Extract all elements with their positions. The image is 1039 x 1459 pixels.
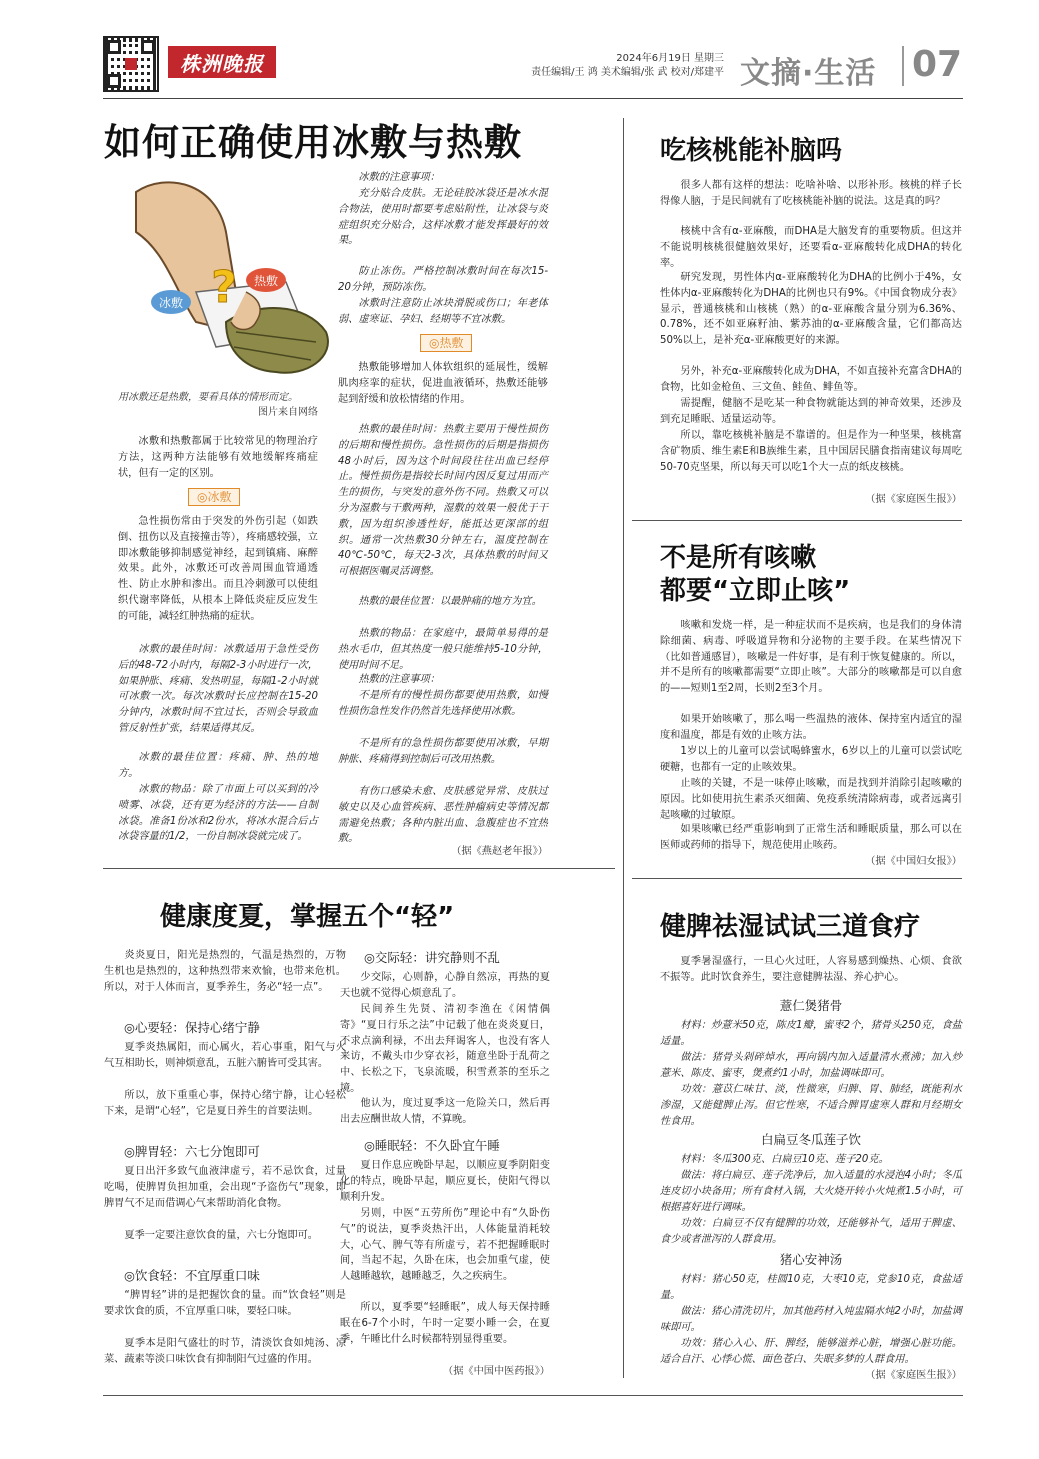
paragraph: 另外，补充α-亚麻酸转化成为DHA，不如直接补充富含DHA的食物，比如金枪鱼、三文鱼、鲑鱼、鲱鱼等。	[660, 366, 962, 393]
section-badge-hot: ◎热敷	[420, 334, 472, 352]
intro-paragraph: 炎炎夏日，阳光是热烈的，气温是热烈的，万物生机也是热烈的，这种热烈带来欢愉，也带来危机。所以，对于人体而言，夏季养生，务必“轻一点”。	[104, 950, 346, 993]
recipe-title: 薏仁煲猪骨	[779, 998, 843, 1013]
paragraph: 夏日作息应晚卧早起，以顺应夏季阴阳变化的特点，晚卧早起，顺应夏长，使阳气得以顺利升发。	[340, 1160, 550, 1203]
paragraph: 热敷的物品：在家庭中，最简单易得的是热水毛巾，但其热度一般只能维持5-10分钟，使用时间不足。	[338, 628, 548, 671]
paragraph: 另则，中医“五劳所伤”理论中有“久卧伤气”的说法，夏季炎热汗出，人体能量消耗较大，心气、脾气等有所虚亏，若不把握睡眠时间，当起不起，久卧在床，也会加重气虚，使人越睡越软，越睡越乏，久之疾病生。	[340, 1208, 550, 1283]
paragraph: 民间养生先贤、清初李渔在《闲情偶寄》“夏日行乐之法”中记载了他在炎炎夏日，不求点滴利禄，不出去拜谒客人，也没有客人来访，不戴头巾少穿衣衫，随意坐卧于乱荷之中、长松之下，飞泉流暖，积雪煮茶的至乐之境。	[340, 1004, 550, 1094]
illustration	[106, 172, 338, 382]
paragraph: 热敷的最佳时间：热敷主要用于慢性损伤的后期和慢性损伤。急性损伤的后期是指损伤48小时后，因为这个时间段往往出血已经停止。慢性损伤是指较长时间内因反复过用而产生的损伤，与突发的意外伤不同。热敷又可以分为湿敷与干敷两种，湿敷的效果一般优于干敷，因为组织渗透性好，能抵达更深部的组织。通常一次热敷30分钟左右，温度控制在40℃-50℃，每天2-3次，具体热敷的时间又可根据医嘱灵活调整。	[338, 424, 548, 578]
article-title	[660, 542, 850, 608]
paragraph: 有伤口感染未愈、皮肤感觉异常、皮肤过敏史以及心血管疾病、恶性肿瘤病史等情况都需避免热敷；各种内脏出血、急腹症也不宜热敷。	[338, 786, 548, 845]
paragraph: 很多人都有这样的想法：吃啥补啥、以形补形。核桃的样子长得像人脑，于是民间就有了吃核桃能补脑的说法。这是真的吗？	[660, 180, 962, 207]
image-caption: 用冰敷还是热敷，要看具体的情形而定。 图片来自网络	[118, 392, 318, 418]
paragraph: 不是所有的慢性损伤都要使用热敷，如慢性损伤急性发作仍然首先选择使用冰敷。	[338, 690, 548, 717]
article-title: 如何正确使用冰敷与热敷	[104, 121, 522, 164]
paragraph: 急性损伤常由于突发的外伤引起（如跌倒、扭伤以及直接撞击等），疼痛感较强，立即冰敷能够抑制感觉神经，起到镇痛、麻醉效果。此外，冰敷还可改善周围血管通透性、防止水肿和渗出。而且冷刺激可以使组织代谢率降低，从根本上降低炎症反应发生的可能，减轻红肿热痛的症状。	[118, 516, 318, 622]
source-credit: （据《家庭医生报》）	[865, 1370, 962, 1381]
paragraph: 止咳的关键，不是一味停止咳嗽，而是找到并消除引起咳嗽的原因。比如使用抗生素杀灭细菌、免疫系统清除病毒，或者远离引起咳嗽的过敏原。	[660, 778, 962, 821]
paragraph: 冰敷的最佳时间：冰敷适用于急性受伤后的48-72小时内，每隔2-3小时进行一次，如果肿胀、疼痛、发热明显，每隔1-2小时就可冰敷一次。每次冰敷时长应控制在15-20分钟内，冰敷时间不宜过长，否则会导致血管反射性扩张，结果适得其反。	[118, 644, 319, 734]
footer-rule	[103, 1395, 963, 1396]
paragraph: 冰敷的最佳位置：疼痛、肿、热的地方。	[118, 752, 318, 779]
source-credit: （据《家庭医生报》）	[865, 494, 962, 505]
title-line: 不是所有咳嗽	[660, 543, 817, 573]
article-divider	[632, 520, 962, 521]
paragraph: 他认为，度过夏季这一危险关口，然后再出去应酬世故人情，不算晚。	[340, 1098, 550, 1125]
issue-date: 2024年6月19日 星期三	[616, 53, 724, 64]
qr-code	[103, 36, 159, 92]
source-credit: （据《中国中医药报》）	[443, 1366, 550, 1377]
column-divider	[623, 118, 624, 1378]
source-credit: （据《燕赵老年报》）	[451, 846, 548, 857]
subheading: ◎交际轻：讲究静则不乱	[364, 950, 500, 965]
paragraph: 所以，放下重重心事，保持心绪宁静，让心轻松下来，是谓“心轻”，它是夏日养生的首要法则。	[104, 1090, 346, 1117]
paragraph: 1岁以上的儿童可以尝试喝蜂蜜水，6岁以上的儿童可以尝试吃硬糖，也都有一定的止咳效果。	[660, 746, 962, 773]
section-badge-cold: ◎冰敷	[188, 488, 240, 506]
paragraph: 如果咳嗽已经严重影响到了正常生活和睡眠质量，那么可以在医师或药师的指导下，规范使用止咳药。	[660, 824, 962, 851]
paragraph: 不是所有的急性损伤都要使用冰敷，早期肿胀、疼痛得到控制后可改用热敷。	[338, 738, 548, 765]
source-credit: （据《中国妇女报》）	[865, 856, 962, 867]
recipe-method: 做法：猪骨头剁碎焯水，再向锅内加入适量清水煮沸；加入炒薏米、陈皮、蜜枣，煲煮约1小时，加盐调味即可。	[660, 1052, 962, 1079]
paragraph: 夏日出汗多致气血液津虚亏，若不忌饮食，过量吃喝，使脾胃负担加重，会出现“予盗伤气”现象，即脾胃气不足而借调心气来帮助消化食物。	[104, 1166, 346, 1209]
article-divider	[632, 878, 962, 879]
recipe-ingredients: 材料：猪心50克，桂圆10克，大枣10克，党参10克，食盐适量。	[660, 1274, 962, 1301]
header-divider	[902, 46, 904, 86]
recipe-effect: 功效：薏苡仁味甘、淡，性微寒，归脾、胃、肺经，既能利水渗湿，又能健脾止泻。但它性寒，不适合脾胃虚寒人群和月经期女性食用。	[660, 1084, 962, 1127]
header-rule	[103, 98, 963, 99]
article-divider	[103, 868, 615, 869]
hot-label: 热敷	[253, 274, 279, 288]
subheading: ◎脾胃轻：六七分饱即可	[124, 1144, 260, 1159]
section-title: 文摘·生活	[740, 56, 877, 91]
paragraph: 充分贴合皮肤。无论硅胶冰袋还是冰水混合物法，使用时都要考虑贴附性，让冰袋与炎症组织充分贴合，这样冰敷才能发挥最好的效果。	[338, 188, 548, 247]
recipe-method: 做法：猪心清洗切片，加其他药材入炖盅隔水炖2小时，加盐调味即可。	[660, 1306, 962, 1333]
paragraph: 所以，靠吃核桃补脑是不靠谱的。但是作为一种坚果，核桃富含矿物质、维生素E和B族维生素，且中国居民膳食指南建议每周吃50-70克坚果，所以每天可以吃1个大一点的纸皮核桃。	[660, 430, 962, 473]
cold-label: 冰敷	[158, 296, 184, 310]
recipe-effect: 功效：白扁豆不仅有健脾的功效，还能够补气，适用于脾虚、食少或者泄泻的人群食用。	[660, 1218, 962, 1245]
paragraph: 热敷的最佳位置：以最肿痛的地方为宜。	[358, 596, 542, 607]
paragraph: 夏季炎热属阳，而心属火，若心事重，阳气与火气互相助长，则神烦意乱，五脏六腑皆可受其害。	[104, 1042, 346, 1069]
question-mark-icon: ?	[211, 262, 237, 313]
paragraph: 冰敷时注意防止冰块滑脱或伤口；年老体弱、虚寒证、孕妇、经期等不宜冰敷。	[338, 298, 548, 325]
recipe-method: 做法：将白扁豆、莲子洗净后，加入适量的水浸泡4小时；冬瓜连皮切小块备用；所有食材入锅，大火烧开转小火炖煮1.5小时，可根据喜好进行调味。	[660, 1170, 962, 1213]
recipe-ingredients: 材料：冬瓜300克、白扁豆10克、莲子20克。	[680, 1154, 889, 1165]
paragraph: 所以，夏季要“轻睡眠”，成人每天保持睡眠在6-7个小时，午时一定要小睡一会，在夏季，午睡比什么时候都特别显得重要。	[340, 1302, 550, 1345]
subheading: ◎睡眠轻：不久卧宜午睡	[364, 1138, 500, 1153]
paragraph: 需提醒，健脑不是吃某一种食物就能达到的神奇效果，还涉及到充足睡眠、适量运动等。	[660, 398, 962, 425]
paragraph: 核桃中含有α-亚麻酸，而DHA是大脑发育的重要物质。但这并不能说明核桃很健脑效果好，还要看α-亚麻酸转化成DHA的转化率。	[660, 226, 962, 269]
recipe-title: 白扁豆冬瓜莲子饮	[760, 1132, 861, 1147]
title-line: 都要“立即止咳”	[660, 576, 851, 606]
recipe-effect: 功效：猪心入心、肝、脾经，能够滋养心脏，增强心脏功能。适合自汗、心悸心慌、面色苍白、失眠多梦的人群食用。	[660, 1338, 962, 1365]
paragraph: 少交际，心则静，心静自然凉，再热的夏天也就不觉得心烦意乱了。	[340, 972, 550, 999]
paragraph: 防止冻伤。严格控制冰敷时间在每次15-20分钟，预防冻伤。	[338, 266, 548, 293]
paragraph: 夏季本是阳气盛壮的时节，清淡饮食如炖汤、凉菜、蔬素等淡口味饮食有抑制阳气过盛的作用。	[104, 1338, 346, 1365]
paragraph: 冰敷的物品：除了市面上可以买到的冷喷雾、冰袋，还有更为经济的方法——自制冰袋。准备1份冰和2份水，将冰水混合后占冰袋容量的1/2，一份自制冰袋就完成了。	[118, 784, 318, 843]
subheading: ◎心要轻：保持心绪宁静	[124, 1020, 260, 1035]
intro-paragraph: 冰敷和热敷都属于比较常见的物理治疗方法，这两种方法能够有效地缓解疼痛症状，但有一定的区别。	[118, 436, 318, 479]
article-title: 健脾祛湿试试三道食疗	[660, 912, 921, 942]
paragraph: 研究发现，男性体内α-亚麻酸转化为DHA的比例小于4%，女性体内α-亚麻酸转化为DHA的比例也只有9%。《中国食物成分表》显示，普通核桃和山核桃（熟）的α-亚麻酸含量分别为6.36%、0.78%，还不如亚麻籽油、紫苏油的α-亚麻酸含量，它们都高达50%以上，是补充α-亚麻酸更好的来源。	[660, 272, 962, 347]
paragraph-heading: 热敷的注意事项：	[358, 674, 440, 685]
paragraph: 咳嗽和发烧一样，是一种症状而不是疾病，也是我们的身体清除细菌、病毒、呼吸道异物和分泌物的主要手段。在某些情况下（比如普通感冒），咳嗽是一件好事，是有利于恢复健康的。所以，并不是所有的咳嗽都需要“立即止咳”。大部分的咳嗽都是可以自愈的——短则1至2周，长则2至3个月。	[660, 620, 962, 695]
article-title: 健康度夏，掌握五个“轻”	[160, 902, 455, 932]
page-number: 07	[912, 44, 963, 85]
subheading: ◎饮食轻：不宜厚重口味	[124, 1268, 260, 1283]
paragraph: 夏季一定要注意饮食的量，六七分饱即可。	[124, 1230, 318, 1241]
intro-paragraph: 夏季暑湿盛行，一旦心火过旺，人容易感到燥热、心烦、食欲不振等。此时饮食养生，要注意健脾祛湿、养心护心。	[660, 956, 962, 983]
image-credit: 图片来自网络	[258, 407, 318, 418]
paragraph: 热敷能够增加人体软组织的延展性，缓解肌肉痉挛的症状，促进血液循环，热敷还能够起到舒缓和放松情绪的作用。	[338, 362, 548, 405]
recipe-title: 猪心安神汤	[779, 1252, 843, 1267]
editors-line: 责任编辑/王 鸿 美术编辑/张 武 校对/郑建平	[531, 67, 724, 78]
paragraph: 如果开始咳嗽了，那么喝一些温热的液体、保持室内适宜的湿度和温度，都是有效的止咳方法。	[660, 714, 962, 741]
header-info	[440, 52, 724, 80]
newspaper-logo: 株洲晚报	[168, 46, 276, 78]
recipe-ingredients: 材料：炒薏米50克，陈皮1瓣，蜜枣2个，猪骨头250克，食盐适量。	[660, 1020, 962, 1047]
article-title: 吃核桃能补脑吗	[660, 136, 843, 166]
paragraph: “脾胃轻”讲的是把握饮食的量。而“饮食轻”则是要求饮食的质，不宜厚重口味，要轻口味。	[104, 1290, 346, 1317]
paragraph-heading: 冰敷的注意事项：	[358, 172, 440, 183]
